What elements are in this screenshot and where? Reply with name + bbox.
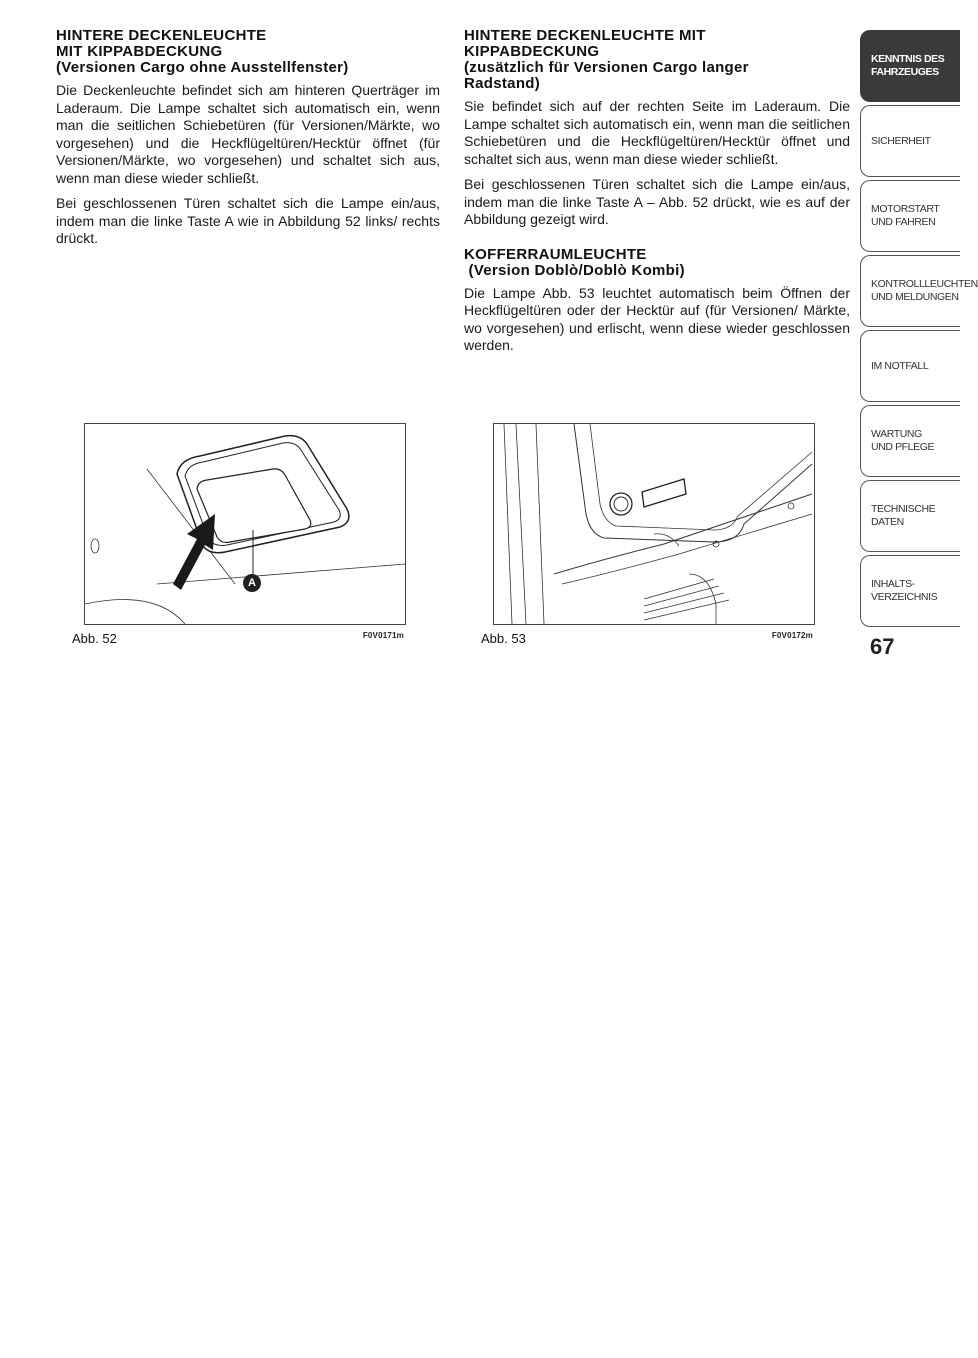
figure-caption: Abb. 52 — [72, 631, 117, 646]
heading-line: (zusätzlich für Versionen Cargo langer — [464, 59, 749, 76]
section-heading-rear-light-long — [464, 28, 850, 92]
tab-label: TECHNISCHE DATEN — [871, 503, 936, 528]
section-heading-rear-light — [56, 28, 440, 76]
tab-label: MOTORSTART UND FAHREN — [871, 203, 940, 228]
tab-kenntnis-des-fahrzeuges[interactable] — [860, 30, 960, 102]
paragraph: Bei geschlossenen Türen schaltet sich die Lampe ein/aus, indem man die linke Taste A – Abb. 52 drückt, wie es auf der Abbildung gezeigt wird. — [464, 176, 850, 227]
callout-a-badge: A — [243, 574, 261, 592]
tab-label: WARTUNG UND PFLEGE — [871, 428, 935, 453]
right-column — [464, 28, 850, 363]
paragraph: Die Lampe Abb. 53 leuchtet automatisch beim Öffnen der Heckflügeltüren oder der Hecktür auf (für Versionen/ Märkte, wo vorgesehen) und erlischt, wenn diese wieder geschlossen werden. — [464, 284, 850, 353]
tab-sicherheit[interactable] — [860, 105, 960, 177]
heading-line: HINTERE DECKENLEUCHTE MIT — [464, 27, 706, 44]
tab-label: KENNTNIS DES FAHRZEUGES — [871, 53, 945, 78]
heading-line: (Versionen Cargo ohne Ausstellfenster) — [56, 59, 349, 76]
heading-line: KOFFERRAUMLEUCHTE — [464, 245, 647, 263]
tab-kontrollleuchten-und-meldungen[interactable] — [860, 255, 978, 327]
heading-line: HINTERE DECKENLEUCHTE — [56, 27, 267, 44]
tab-label: IM NOTFALL — [871, 359, 929, 372]
figure-53 — [481, 423, 815, 647]
heading-line: MIT KIPPABDECKUNG — [56, 43, 223, 60]
tab-technische-daten[interactable] — [860, 480, 960, 552]
paragraph: Die Deckenleuchte befindet sich am hinteren Querträger im Laderaum. Die Lampe schaltet sich automatisch ein, wenn man die seitlichen Schiebetüren (für Versionen/Märkte, wo vorgesehen) und die Heckflügeltüren/Hecktür öffnet (für Versionen/Märkte, wo vorgesehen) und schaltet sich aus, wenn man diese wieder schließt. — [56, 82, 440, 186]
figure-53-illustration — [493, 423, 815, 625]
paragraph: Bei geschlossenen Türen schaltet sich die Lampe ein/aus, indem man die linke Taste A wie in Abbildung 52 links/ rechts drückt. — [56, 195, 440, 246]
tab-label: SICHERHEIT — [871, 134, 931, 147]
page-number: 67 — [870, 634, 895, 659]
chapter-tabs — [860, 30, 978, 630]
section-heading-trunk-light — [464, 247, 850, 279]
heading-line: Radstand) — [464, 75, 541, 92]
tab-im-notfall[interactable] — [860, 330, 960, 402]
heading-line: KIPPABDECKUNG — [464, 43, 600, 60]
paragraph: Sie befindet sich auf der rechten Seite im Laderaum. Die Lampe schaltet sich automatisch ein, wenn man die seitlichen Schiebetüren und die Heckflügeltüren/Hecktür öffnet und schaltet sich aus, wenn man diese wieder schließt. — [464, 98, 850, 167]
figure-52-illustration — [84, 423, 406, 625]
figure-code: F0V0171m — [362, 631, 404, 640]
figure-code: F0V0172m — [771, 631, 813, 640]
tab-wartung-und-pflege[interactable] — [860, 405, 960, 477]
left-column — [56, 28, 440, 256]
heading-line: (Version Doblò/Doblò Kombi) — [464, 261, 685, 279]
tab-motorstart-und-fahren[interactable] — [860, 180, 960, 252]
figure-52 — [72, 423, 406, 647]
tab-label: KONTROLLLEUCHTEN UND MELDUNGEN — [871, 278, 978, 303]
tab-label: INHALTS- VERZEICHNIS — [871, 578, 938, 603]
figure-caption: Abb. 53 — [481, 631, 526, 646]
tab-inhaltsverzeichnis[interactable] — [860, 555, 960, 627]
